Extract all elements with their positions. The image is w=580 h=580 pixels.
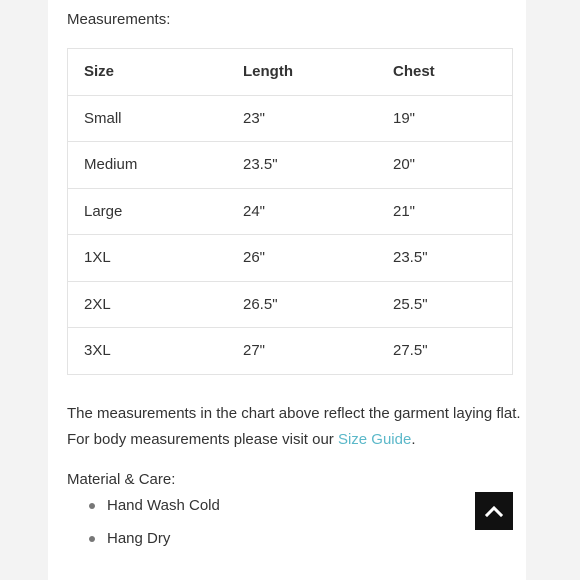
header-length: Length bbox=[243, 49, 393, 96]
bullet-icon bbox=[89, 503, 95, 509]
header-chest: Chest bbox=[393, 49, 513, 96]
cell-length: 27" bbox=[243, 328, 393, 375]
cell-size: 3XL bbox=[68, 328, 244, 375]
measurement-note bbox=[67, 401, 527, 453]
table-row bbox=[68, 142, 513, 189]
back-to-top-button[interactable] bbox=[475, 492, 513, 530]
cell-chest: 25.5" bbox=[393, 281, 513, 328]
note-line-2-prefix: For body measurements please visit our bbox=[67, 431, 338, 448]
cell-length: 23" bbox=[243, 95, 393, 142]
measurements-label: Measurements: bbox=[67, 11, 171, 28]
size-guide-link[interactable]: Size Guide bbox=[337, 431, 412, 448]
table-row bbox=[68, 281, 513, 328]
chevron-up-icon bbox=[485, 505, 503, 517]
cell-chest: 21" bbox=[393, 188, 513, 235]
table-row bbox=[68, 188, 513, 235]
table-row bbox=[68, 328, 513, 375]
table-row bbox=[68, 235, 513, 282]
cell-length: 26.5" bbox=[243, 281, 393, 328]
cell-size: Large bbox=[68, 188, 244, 235]
cell-size: Small bbox=[68, 95, 244, 142]
cell-length: 23.5" bbox=[243, 142, 393, 189]
cell-chest: 23.5" bbox=[393, 235, 513, 282]
list-item bbox=[67, 527, 220, 560]
cell-length: 26" bbox=[243, 235, 393, 282]
care-item-label: Hang Dry bbox=[107, 530, 171, 547]
cell-length: 24" bbox=[243, 188, 393, 235]
size-chart-table bbox=[67, 48, 513, 375]
material-care-title: Material & Care: bbox=[67, 471, 176, 488]
cell-size: 2XL bbox=[68, 281, 244, 328]
cell-chest: 19" bbox=[393, 95, 513, 142]
table-row bbox=[68, 95, 513, 142]
cell-size: Medium bbox=[68, 142, 244, 189]
header-size: Size bbox=[68, 49, 244, 96]
bullet-icon bbox=[89, 536, 95, 542]
note-line-2-suffix: . bbox=[411, 431, 416, 448]
note-line-1: The measurements in the chart above reflect the garment laying flat. bbox=[67, 405, 521, 422]
table-header-row bbox=[68, 49, 513, 96]
list-item bbox=[67, 494, 220, 527]
cell-size: 1XL bbox=[68, 235, 244, 282]
cell-chest: 20" bbox=[393, 142, 513, 189]
care-item-label: Hand Wash Cold bbox=[107, 497, 220, 514]
care-list bbox=[67, 494, 220, 560]
cell-chest: 27.5" bbox=[393, 328, 513, 375]
